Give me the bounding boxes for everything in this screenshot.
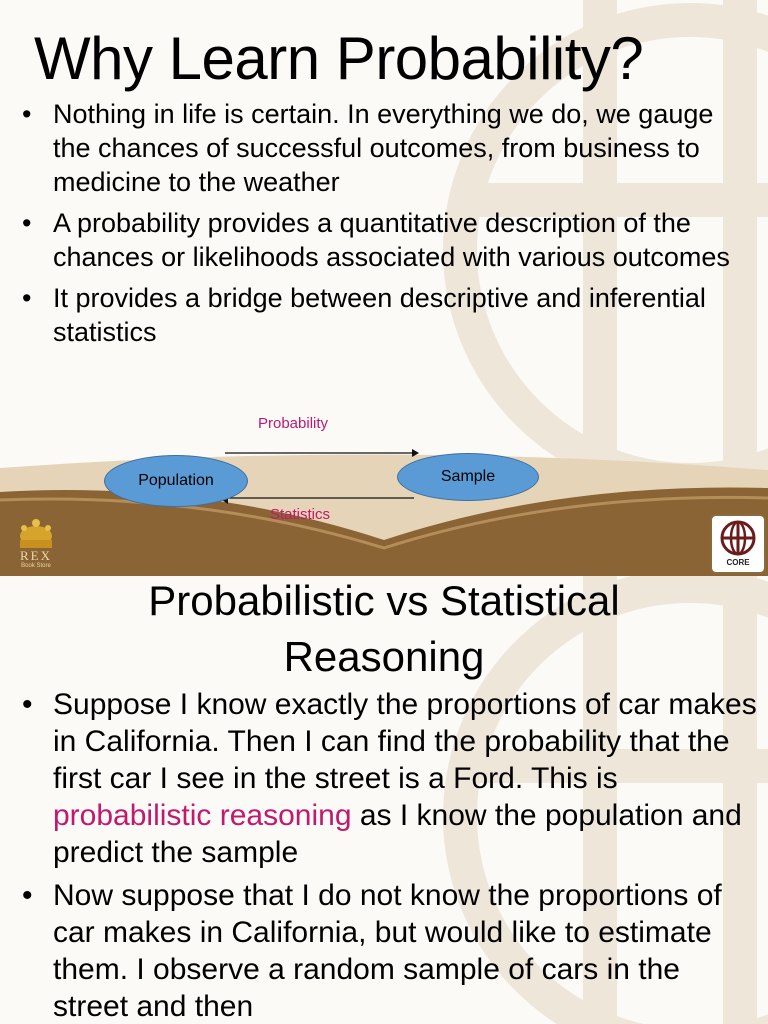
core-logo-text: CORE [726,558,750,567]
list-item: • It provides a bridge between descriptive and inferential statistics [22,283,706,347]
slide-2-bullet-list [22,686,762,1024]
slide-2-title-line-1: Probabilistic vs Statistical [148,577,620,624]
statistics-label: Statistics [270,506,331,523]
list-item: • Suppose I know exactly the proportions of car makes in California. Then I can find the probability that the first car I see in the street is a Ford. This is probabilistic reasoning as I know the population and predict the sample [22,688,757,869]
slide-1-title: Why Learn Probability? [34,25,644,92]
logo-rex-text: REX [20,548,52,563]
probabilistic-reasoning-highlight: probabilistic reasoning [53,799,352,832]
list-item: • Nothing in life is certain. In everything we do, we gauge the chances of successful outcomes, from business to medicine to the weather [22,99,714,197]
list-item: • A probability provides a quantitative description of the chances or likelihoods associated with various outcomes [22,208,730,272]
logo-rex-subtext: Book Store [21,563,51,569]
globe-icon [712,516,764,560]
probability-label: Probability [258,415,329,432]
slide-2 [0,576,768,1024]
population-node: Population [104,455,248,507]
list-item: • Now suppose that I do not know the proportions of car makes in California, but would like to estimate them. I observe a random sample of cars in the street and then [22,879,722,1023]
core-logo [710,514,766,574]
sample-node: Sample [397,453,539,501]
slide-2-title-line-2: Reasoning [283,633,485,680]
